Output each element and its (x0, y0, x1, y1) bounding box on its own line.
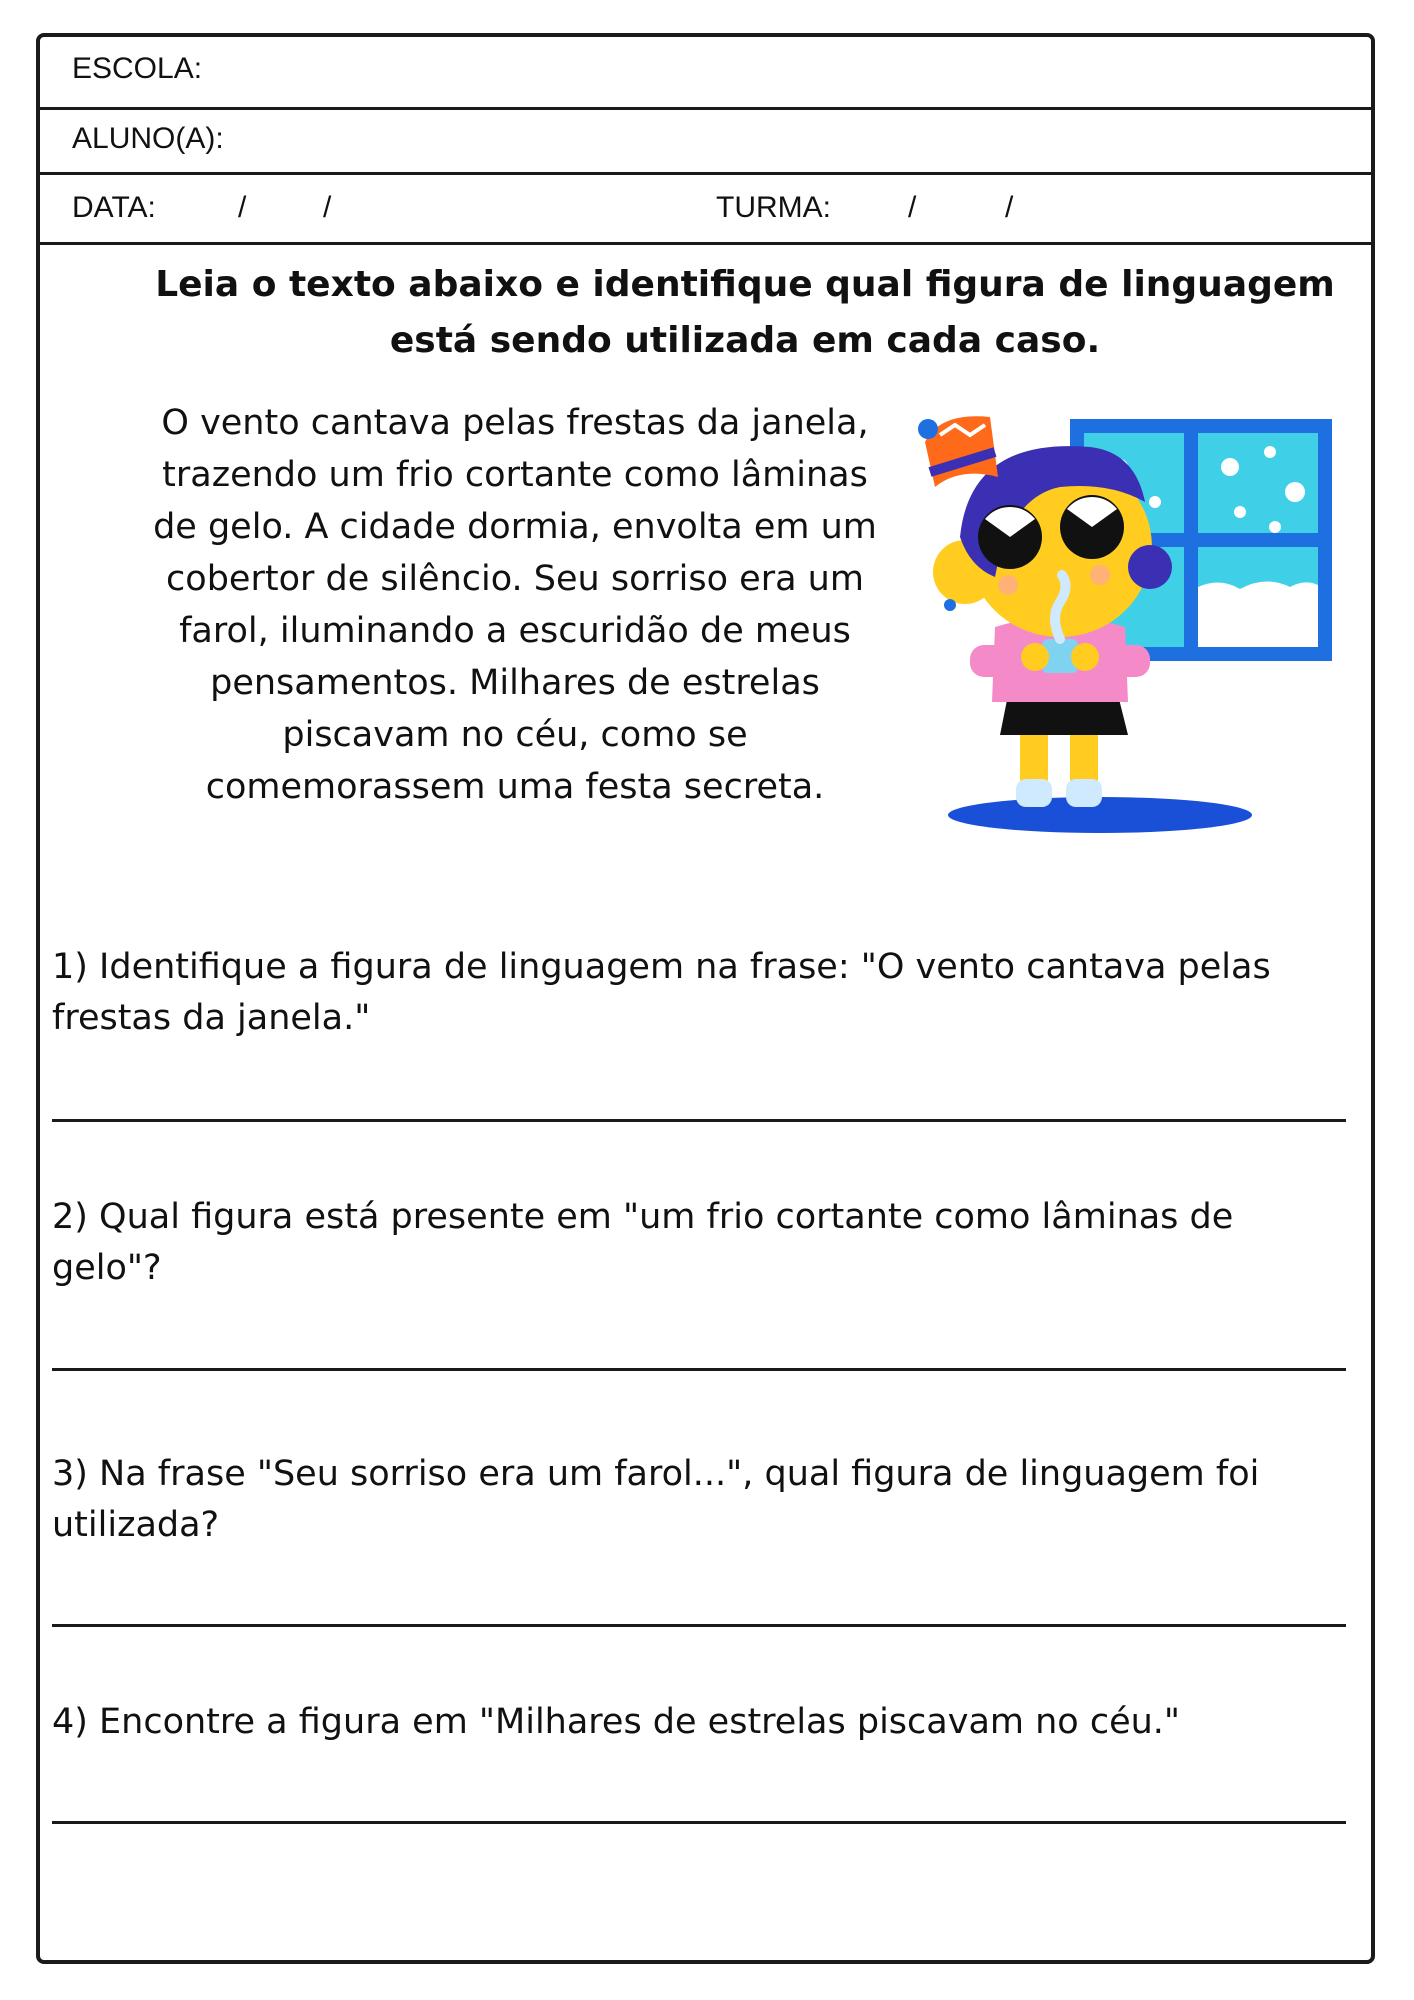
question-3-text-cont: utilizada? (52, 1505, 220, 1545)
passage-line: de gelo. A cidade dormia, envolta em um (153, 507, 877, 547)
turma-slash-1: / (908, 191, 917, 224)
date-slash-2: / (323, 191, 332, 224)
worksheet (36, 33, 1375, 1964)
question-1-text: 1) Identifique a figura de linguagem na frase: "O vento cantava pelas (52, 947, 1271, 987)
question-2 (52, 1192, 1352, 1294)
instructions-title: Leia o texto abaixo e identifique qual figura de linguagem está sendo utilizada em cada caso. (155, 264, 1335, 361)
passage-line: trazendo um frio cortante como lâminas (162, 455, 868, 495)
passage-line: O vento cantava pelas frestas da janela, (161, 403, 869, 443)
answer-line-2[interactable] (52, 1368, 1346, 1371)
header-row-aluno (40, 107, 1371, 175)
passage-line: farol, iluminando a escuridão de meus (179, 611, 851, 651)
aluno-label: ALUNO(A): (72, 122, 224, 155)
question-3 (52, 1449, 1352, 1551)
answer-line-3[interactable] (52, 1624, 1346, 1627)
question-2-text: 2) Qual figura está presente em "um frio cortante como lâminas de (52, 1197, 1234, 1237)
data-label: DATA: (72, 191, 156, 224)
escola-label: ESCOLA: (72, 52, 203, 85)
question-1-text-cont: frestas da janela." (52, 998, 371, 1038)
passage-line: piscavam no céu, como se (282, 715, 748, 755)
header-row-data-turma (40, 172, 1371, 245)
winter-child-illustration (900, 407, 1370, 847)
date-slash-1: / (238, 191, 247, 224)
question-3-text: 3) Na frase "Seu sorriso era um farol...", qual figura de linguagem foi (52, 1454, 1260, 1494)
answer-line-1[interactable] (52, 1119, 1346, 1122)
passage-line: comemorassem uma festa secreta. (205, 767, 825, 807)
passage-line: pensamentos. Milhares de estrelas (210, 663, 820, 703)
question-4-text: 4) Encontre a figura em "Milhares de estrelas piscavam no céu." (52, 1702, 1181, 1742)
header-row-escola (40, 37, 1371, 110)
answer-line-4[interactable] (52, 1821, 1346, 1824)
turma-label: TURMA: (716, 191, 831, 224)
turma-slash-2: / (1005, 191, 1014, 224)
passage-line: cobertor de silêncio. Seu sorriso era um (166, 559, 864, 599)
question-2-text-cont: gelo"? (52, 1248, 162, 1288)
question-1 (52, 942, 1352, 1044)
reading-passage (100, 397, 930, 813)
question-4 (52, 1697, 1352, 1748)
